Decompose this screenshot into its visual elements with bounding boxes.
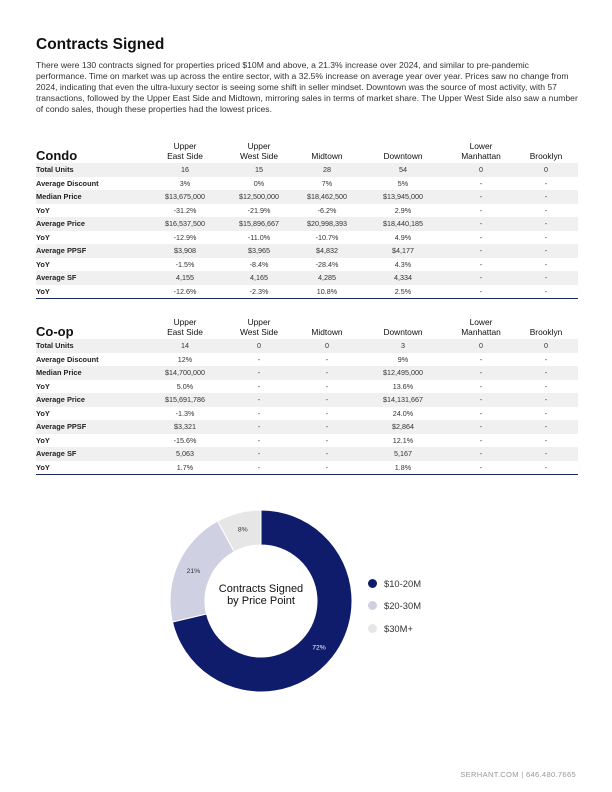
column-header bbox=[448, 318, 514, 339]
row-label: YoY bbox=[36, 381, 50, 391]
table-cell: $16,537,500 bbox=[148, 217, 222, 231]
row-label: YoY bbox=[36, 461, 148, 475]
column-header-line: Upper bbox=[247, 317, 271, 327]
column-header bbox=[148, 318, 222, 339]
row-label: YoY bbox=[36, 285, 148, 299]
table-cell: - bbox=[222, 420, 296, 434]
table-cell: 13.6% bbox=[392, 381, 414, 391]
chart-title: Contracts Signed by Price Point bbox=[218, 583, 304, 607]
table-cell: - bbox=[544, 381, 548, 391]
table-cell: $12,495,000 bbox=[358, 366, 448, 380]
table-row bbox=[36, 447, 578, 461]
table-cell: $15,691,786 bbox=[148, 393, 222, 407]
column-header-line: Midtown bbox=[311, 150, 343, 161]
intro-paragraph: There were 130 contracts signed for properties priced $10M and above, a 21.3% increase over 2024, and similar to pre-pandemic performance. Time on market was up across the entire sector, with a 32.5% increase on average year over year. Prices saw no change from 2024, indicating that even the ultra-luxury sector is seeing some shift in seller mindset. Downtown was the source of most activity, with 57 transactions, followed by the Upper East Side and Midtown, mirroring sales in terms of market share. The Upper West Side also saw a number of condo sales, though these properties had the lowest prices. bbox=[36, 60, 578, 114]
table-cell: 4,334 bbox=[358, 271, 448, 285]
column-header-line: East Side bbox=[167, 150, 203, 161]
column-header-line: Brooklyn bbox=[529, 150, 563, 161]
table-cell: - bbox=[514, 217, 578, 231]
column-header-line: Upper bbox=[247, 141, 271, 151]
table-row bbox=[36, 420, 578, 434]
table-cell: - bbox=[296, 447, 358, 461]
condo-table bbox=[36, 142, 578, 299]
table-cell: - bbox=[296, 393, 358, 407]
legend-item bbox=[368, 572, 421, 595]
row-label: Average Price bbox=[36, 393, 148, 407]
table-cell: 0 bbox=[222, 339, 296, 353]
condo-table-title: Condo bbox=[36, 148, 78, 164]
table-cell: - bbox=[257, 435, 261, 445]
row-label: YoY bbox=[36, 205, 50, 215]
table-cell: 0% bbox=[253, 178, 265, 188]
legend-item bbox=[368, 595, 421, 618]
column-header-line: Upper bbox=[173, 141, 197, 151]
table-cell: - bbox=[257, 354, 261, 364]
legend-item bbox=[368, 617, 421, 640]
table-cell: - bbox=[479, 205, 483, 215]
row-label: Average SF bbox=[36, 447, 148, 461]
column-header-line: Lower bbox=[469, 317, 493, 327]
legend-label: $30M+ bbox=[384, 622, 413, 634]
table-row bbox=[36, 258, 578, 272]
table-cell: 0 bbox=[514, 163, 578, 177]
table-cell: 28 bbox=[296, 163, 358, 177]
column-header-line: West Side bbox=[239, 326, 278, 337]
slice-label: 72% bbox=[312, 644, 326, 652]
condo-header-row bbox=[36, 142, 578, 163]
table-cell: - bbox=[514, 285, 578, 299]
column-header-line: Manhattan bbox=[461, 326, 501, 337]
table-row bbox=[36, 231, 578, 245]
table-cell: 15 bbox=[222, 163, 296, 177]
coop-table bbox=[36, 318, 578, 475]
table-cell: -2.3% bbox=[222, 285, 296, 299]
column-header bbox=[358, 142, 448, 163]
table-cell: - bbox=[257, 408, 261, 418]
table-cell: 5% bbox=[397, 178, 409, 188]
table-cell: - bbox=[222, 366, 296, 380]
table-cell: -6.2% bbox=[317, 205, 337, 215]
table-cell: - bbox=[544, 354, 548, 364]
table-cell: 1.8% bbox=[358, 461, 448, 475]
table-row bbox=[36, 217, 578, 231]
table-cell: 3% bbox=[179, 178, 191, 188]
page-title: Contracts Signed bbox=[36, 36, 165, 53]
table-cell: -1.3% bbox=[175, 408, 195, 418]
column-header-line: Upper bbox=[173, 317, 197, 327]
column-header-line: Downtown bbox=[383, 150, 423, 161]
table-cell: - bbox=[544, 178, 548, 188]
condo-table-body bbox=[36, 163, 578, 298]
table-cell: - bbox=[514, 393, 578, 407]
column-header bbox=[296, 142, 358, 163]
table-cell: -12.9% bbox=[173, 232, 197, 242]
chart-legend bbox=[368, 572, 421, 640]
table-row bbox=[36, 244, 578, 258]
row-label: Average Discount bbox=[36, 354, 99, 364]
table-cell: 9% bbox=[397, 354, 409, 364]
table-cell: - bbox=[514, 271, 578, 285]
row-label: Average SF bbox=[36, 271, 148, 285]
table-cell: - bbox=[479, 259, 483, 269]
table-cell: $3,321 bbox=[148, 420, 222, 434]
table-row bbox=[36, 434, 578, 448]
column-header-line: Brooklyn bbox=[529, 326, 563, 337]
legend-label: $10-20M bbox=[384, 577, 422, 589]
table-cell: $4,832 bbox=[296, 244, 358, 258]
table-cell: - bbox=[544, 259, 548, 269]
table-cell: 0 bbox=[296, 339, 358, 353]
table-cell: $3,908 bbox=[148, 244, 222, 258]
table-cell: - bbox=[296, 366, 358, 380]
table-cell: 4.9% bbox=[394, 232, 412, 242]
row-label: Average PPSF bbox=[36, 420, 148, 434]
table-cell: $4,177 bbox=[358, 244, 448, 258]
table-cell: - bbox=[448, 393, 514, 407]
table-cell: - bbox=[448, 420, 514, 434]
row-label: Median Price bbox=[36, 190, 148, 204]
table-cell: 4,155 bbox=[148, 271, 222, 285]
table-cell: $14,131,667 bbox=[358, 393, 448, 407]
table-cell: 7% bbox=[321, 178, 333, 188]
coop-table-body bbox=[36, 339, 578, 474]
table-cell: -11.0% bbox=[247, 232, 271, 242]
table-cell: - bbox=[514, 190, 578, 204]
table-cell: - bbox=[222, 393, 296, 407]
table-cell: - bbox=[544, 205, 548, 215]
table-row bbox=[36, 163, 578, 177]
column-header-line: Downtown bbox=[383, 326, 423, 337]
column-header bbox=[514, 318, 578, 339]
column-header bbox=[222, 318, 296, 339]
table-row bbox=[36, 461, 578, 475]
table-cell: - bbox=[514, 366, 578, 380]
table-cell: 4,285 bbox=[296, 271, 358, 285]
coop-table-title: Co-op bbox=[36, 324, 74, 340]
slice-label: 21% bbox=[186, 568, 201, 576]
table-cell: -8.4% bbox=[249, 259, 269, 269]
row-label: Average PPSF bbox=[36, 244, 148, 258]
legend-swatch bbox=[368, 601, 377, 610]
table-cell: - bbox=[325, 408, 329, 418]
table-cell: 54 bbox=[358, 163, 448, 177]
table-cell: - bbox=[479, 354, 483, 364]
table-cell: $12,500,000 bbox=[222, 190, 296, 204]
table-cell: -28.4% bbox=[315, 259, 339, 269]
table-cell: $20,998,393 bbox=[296, 217, 358, 231]
table-row bbox=[36, 393, 578, 407]
table-cell: - bbox=[325, 435, 329, 445]
table-cell: - bbox=[479, 435, 483, 445]
table-cell: 5,063 bbox=[148, 447, 222, 461]
table-cell: - bbox=[222, 447, 296, 461]
table-cell: - bbox=[448, 244, 514, 258]
row-label: Total Units bbox=[36, 163, 148, 177]
table-cell: 5.0% bbox=[176, 381, 194, 391]
table-cell: 5,167 bbox=[358, 447, 448, 461]
table-cell: 4,165 bbox=[222, 271, 296, 285]
table-cell: - bbox=[222, 461, 296, 475]
row-label: YoY bbox=[36, 408, 50, 418]
table-cell: 4.3% bbox=[394, 259, 412, 269]
table-row bbox=[36, 380, 578, 394]
table-cell: $13,945,000 bbox=[358, 190, 448, 204]
table-cell: $18,462,500 bbox=[296, 190, 358, 204]
table-cell: - bbox=[544, 408, 548, 418]
table-cell: 0 bbox=[448, 339, 514, 353]
table-cell: $14,700,000 bbox=[148, 366, 222, 380]
column-header bbox=[514, 142, 578, 163]
column-header-line: Lower bbox=[469, 141, 493, 151]
column-header-line: West Side bbox=[239, 150, 278, 161]
row-label: Median Price bbox=[36, 366, 148, 380]
table-cell: - bbox=[544, 435, 548, 445]
table-cell: - bbox=[479, 381, 483, 391]
row-label: YoY bbox=[36, 435, 50, 445]
column-header bbox=[358, 318, 448, 339]
legend-label: $20-30M bbox=[384, 600, 422, 612]
table-cell: 24.0% bbox=[392, 408, 414, 418]
table-cell: - bbox=[296, 461, 358, 475]
table-cell: - bbox=[448, 366, 514, 380]
table-cell: 0 bbox=[448, 163, 514, 177]
table-cell: -21.9% bbox=[247, 205, 271, 215]
table-cell: 0 bbox=[514, 339, 578, 353]
table-cell: - bbox=[325, 354, 329, 364]
table-cell: - bbox=[479, 232, 483, 242]
table-cell: -1.5% bbox=[175, 259, 195, 269]
table-cell: - bbox=[448, 461, 514, 475]
table-cell: - bbox=[514, 420, 578, 434]
table-cell: 2.9% bbox=[394, 205, 412, 215]
table-row bbox=[36, 204, 578, 218]
table-row bbox=[36, 285, 578, 299]
column-header-line: Midtown bbox=[311, 326, 343, 337]
table-cell: 2.5% bbox=[358, 285, 448, 299]
table-row bbox=[36, 177, 578, 191]
table-cell: $15,896,667 bbox=[222, 217, 296, 231]
table-cell: - bbox=[479, 408, 483, 418]
column-header-line: East Side bbox=[167, 326, 203, 337]
table-cell: - bbox=[325, 381, 329, 391]
column-header bbox=[296, 318, 358, 339]
column-header bbox=[148, 142, 222, 163]
legend-swatch bbox=[368, 579, 377, 588]
row-label: YoY bbox=[36, 232, 50, 242]
table-row bbox=[36, 339, 578, 353]
table-cell: 3 bbox=[358, 339, 448, 353]
column-header bbox=[222, 142, 296, 163]
table-cell: $18,440,185 bbox=[358, 217, 448, 231]
table-row bbox=[36, 407, 578, 421]
slice-label: 8% bbox=[237, 526, 248, 534]
table-cell: - bbox=[514, 244, 578, 258]
row-label: Total Units bbox=[36, 339, 148, 353]
table-cell: $2,864 bbox=[358, 420, 448, 434]
table-cell: - bbox=[448, 285, 514, 299]
table-cell: - bbox=[514, 447, 578, 461]
row-label: YoY bbox=[36, 259, 50, 269]
row-label: Average Discount bbox=[36, 178, 99, 188]
table-cell: 16 bbox=[148, 163, 222, 177]
table-row bbox=[36, 353, 578, 367]
table-cell: - bbox=[544, 232, 548, 242]
table-cell: - bbox=[448, 447, 514, 461]
table-row bbox=[36, 190, 578, 204]
legend-swatch bbox=[368, 624, 377, 633]
table-cell: 1.7% bbox=[148, 461, 222, 475]
table-cell: 14 bbox=[148, 339, 222, 353]
column-header bbox=[448, 142, 514, 163]
table-cell: - bbox=[514, 461, 578, 475]
table-cell: - bbox=[448, 190, 514, 204]
table-row bbox=[36, 366, 578, 380]
table-cell: 12.1% bbox=[392, 435, 414, 445]
table-cell: 12% bbox=[177, 354, 193, 364]
table-cell: - bbox=[448, 217, 514, 231]
table-row bbox=[36, 271, 578, 285]
table-cell: $3,965 bbox=[222, 244, 296, 258]
table-cell: -12.6% bbox=[148, 285, 222, 299]
table-cell: -31.2% bbox=[173, 205, 197, 215]
table-cell: - bbox=[448, 271, 514, 285]
column-header-line: Manhattan bbox=[461, 150, 501, 161]
table-cell: - bbox=[257, 381, 261, 391]
table-cell: - bbox=[296, 420, 358, 434]
row-label: Average Price bbox=[36, 217, 148, 231]
table-cell: -10.7% bbox=[315, 232, 339, 242]
table-cell: $13,675,000 bbox=[148, 190, 222, 204]
coop-header-row bbox=[36, 318, 578, 339]
table-cell: - bbox=[479, 178, 483, 188]
table-cell: -15.6% bbox=[173, 435, 197, 445]
table-cell: 10.8% bbox=[296, 285, 358, 299]
footer-contact: SERHANT.COM | 646.480.7665 bbox=[460, 770, 576, 779]
